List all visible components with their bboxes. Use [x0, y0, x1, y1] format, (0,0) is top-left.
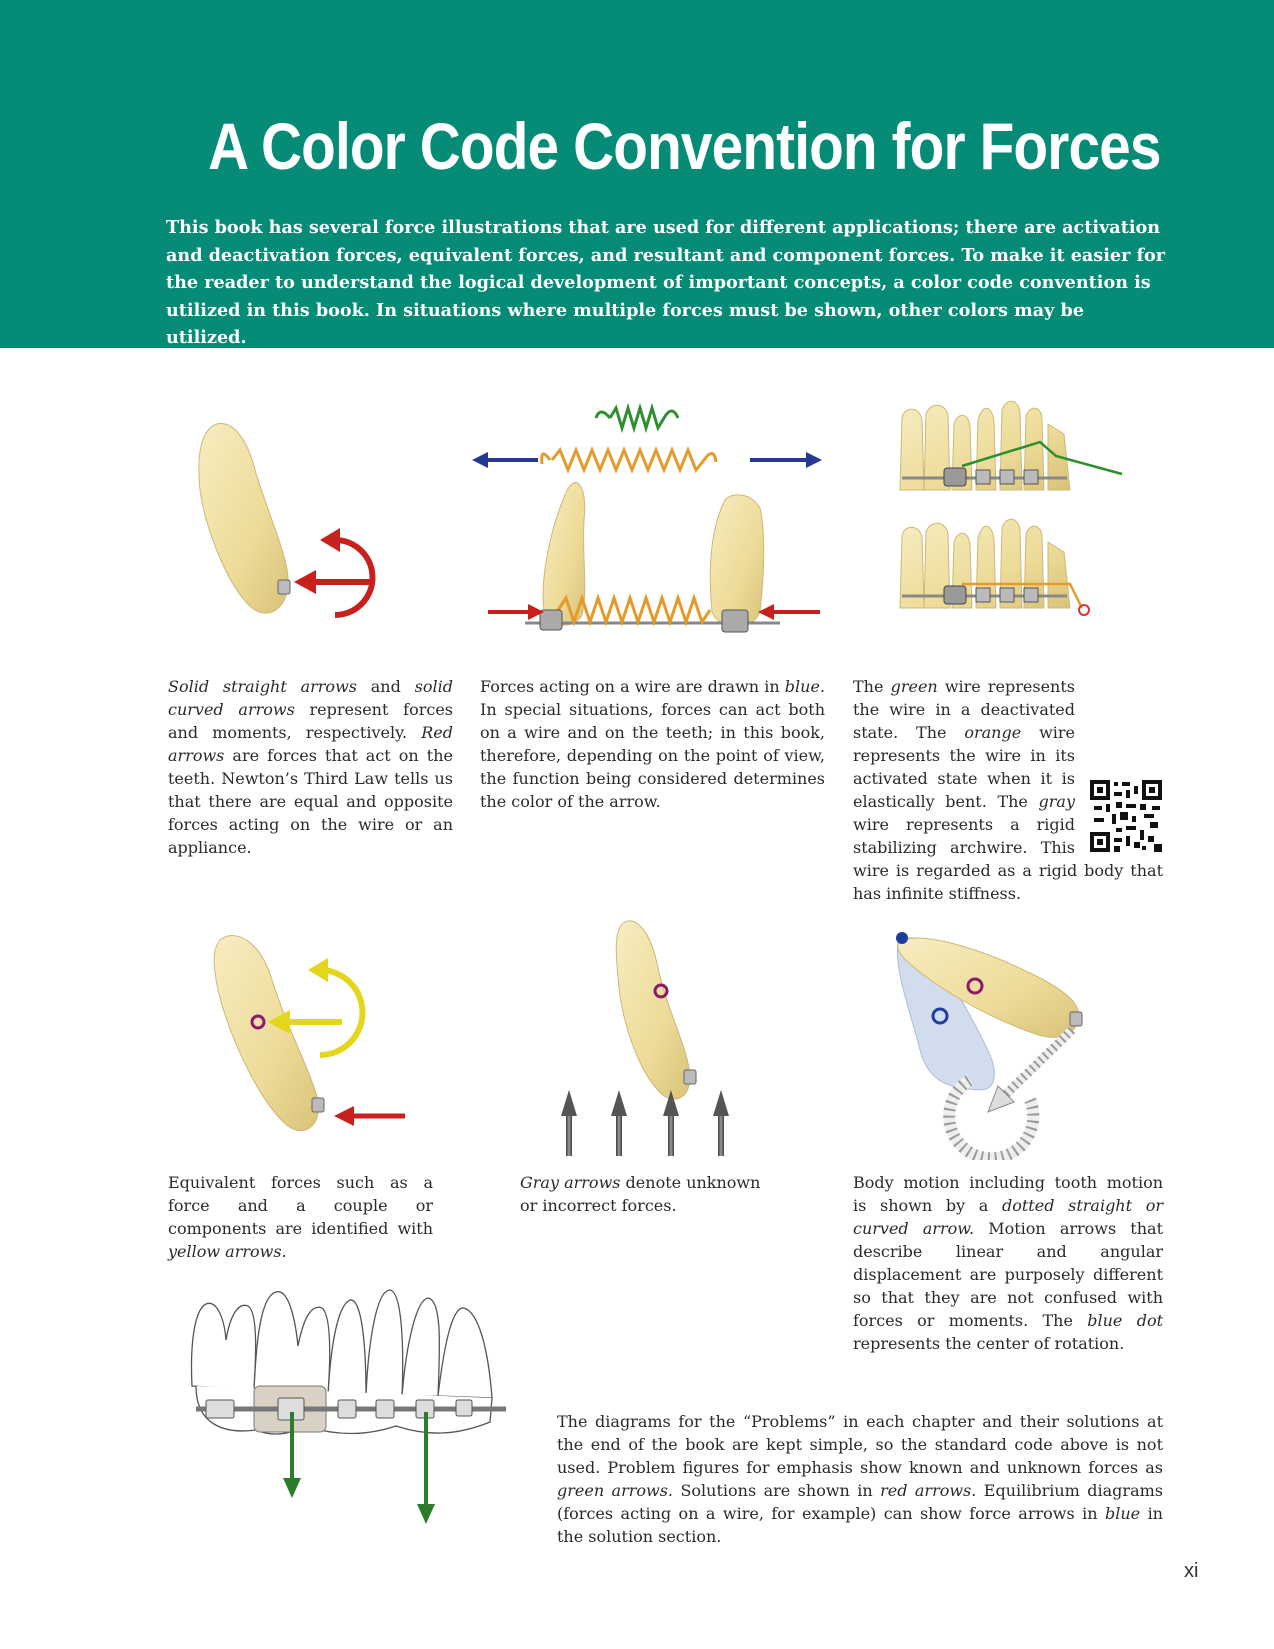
caption-yellow-arrows [168, 1171, 433, 1263]
caption-segment: Equivalent forces such as a force and a couple or components are identified with [168, 1173, 433, 1238]
bracket-icon [1070, 1012, 1082, 1026]
caption-segment: Gray arrows [520, 1173, 621, 1192]
caption-segment: gray [1038, 792, 1075, 811]
green-spring-icon [596, 408, 678, 428]
figure-yellow-equivalent [200, 930, 420, 1150]
bracket-right-icon [722, 610, 748, 632]
blue-dot [896, 932, 908, 944]
caption-dotted-arrows [853, 1171, 1163, 1355]
caption-segment: blue dot [1087, 1311, 1164, 1330]
caption-segment: blue [1104, 1504, 1141, 1523]
figure-wire-states [892, 398, 1154, 638]
yellow-moment-arrow [320, 970, 363, 1055]
caption-problem-diagrams [557, 1410, 1163, 1548]
caption-wire-colors [853, 675, 1163, 905]
caption-segment: Motion arrows that describe linear and angular displacement are purposely different so that they are not confused with forces or moments. The [853, 1219, 1163, 1330]
figure-blue-wire-forces [470, 400, 830, 650]
caption-segment: wire represents the wire in its activated state when it is elastically bent. The [853, 723, 1076, 811]
caption-segment: yellow arrows. [168, 1242, 287, 1261]
caption-segment: green [890, 677, 938, 696]
page-number: xi [1184, 1560, 1199, 1582]
gray-arrows [561, 1090, 729, 1156]
caption-segment: wire represents the wire in a deactivated state. The [853, 677, 1076, 742]
figure-gray-arrows [560, 918, 740, 1158]
caption-segment: Red arrows [168, 723, 453, 765]
orange-spring-icon [542, 450, 716, 470]
tooth-image-right [710, 495, 764, 627]
intro-paragraph: This book has several force illustrations that are used for different applications; there are activation and deactivation forces, equivalent forces, and resultant and component forces. To make it easier for the reader to understand the logical development of important concepts, a color code convention is utilized in this book. In situations where multiple forces must be shown, other colors may be utilized. [166, 217, 1166, 348]
caption-segment: represents the center of rotation. [853, 1334, 1125, 1353]
red-moment-arrow [335, 540, 373, 615]
qr-spacer [1083, 767, 1163, 839]
caption-segment: solid curved arrows [168, 677, 453, 719]
caption-segment: are forces that act on the teeth. Newton’s Third Law tells us that there are equal and opposite forces acting on the wire or an appliance. [168, 746, 453, 857]
caption-red-arrows [168, 675, 453, 859]
figure-dotted-motion [880, 930, 1130, 1160]
tooth-image [214, 936, 318, 1131]
caption-segment: The [853, 677, 891, 696]
caption-segment: green arrows. [557, 1481, 674, 1500]
figure-red-force-moment [170, 410, 440, 640]
caption-segment: In special situations, forces can act both on a wire and on the teeth; in this book, therefore, depending on the point of view, the function being considered determines the color of the arrow. [480, 700, 825, 811]
figure-problem-diagram [186, 1286, 526, 1526]
page-title: A Color Code Convention for Forces [208, 109, 1161, 183]
tooth-image [616, 921, 690, 1099]
bracket-icon [312, 1098, 324, 1112]
bracket-icon [278, 580, 290, 594]
caption-segment: Equilibrium diagrams (forces acting on a wire, for example) can show force arrows in [557, 1481, 1163, 1523]
caption-segment: Solutions are shown in [673, 1481, 881, 1500]
caption-blue-arrows [480, 675, 825, 813]
caption-segment: blue. [784, 677, 825, 696]
bracket-left-icon [540, 610, 562, 630]
caption-segment: and [356, 677, 415, 696]
caption-gray-arrows [520, 1171, 770, 1217]
caption-segment: in the solution section. [557, 1504, 1163, 1546]
caption-segment: Forces acting on a wire are drawn in [480, 677, 785, 696]
caption-segment: denote unknown or incorrect forces. [520, 1173, 761, 1215]
lower-arch-image [900, 519, 1089, 615]
caption-segment: The diagrams for the “Problems” in each chapter and their solutions at the end of the book are kept simple, so the standard code above is not used. Problem figures for emphasis show known and unknown forces as [557, 1412, 1163, 1477]
caption-segment: represent forces and moments, respectively. [168, 700, 453, 742]
caption-segment: red arrows. [880, 1481, 977, 1500]
caption-segment: wire represents a rigid stabilizing archwire. This wire is regarded as a rigid body that has infinite stiffness. [853, 815, 1163, 903]
upper-arch-image [900, 401, 1122, 490]
caption-segment: orange [964, 723, 1022, 742]
caption-segment: Body motion including tooth motion is shown by a [853, 1173, 1163, 1215]
tooth-image [199, 423, 288, 613]
caption-segment: Solid straight arrows [168, 677, 357, 696]
bracket-icon [684, 1070, 696, 1084]
caption-segment: dotted straight or curved arrow. [853, 1196, 1163, 1238]
header-banner [0, 0, 1274, 348]
